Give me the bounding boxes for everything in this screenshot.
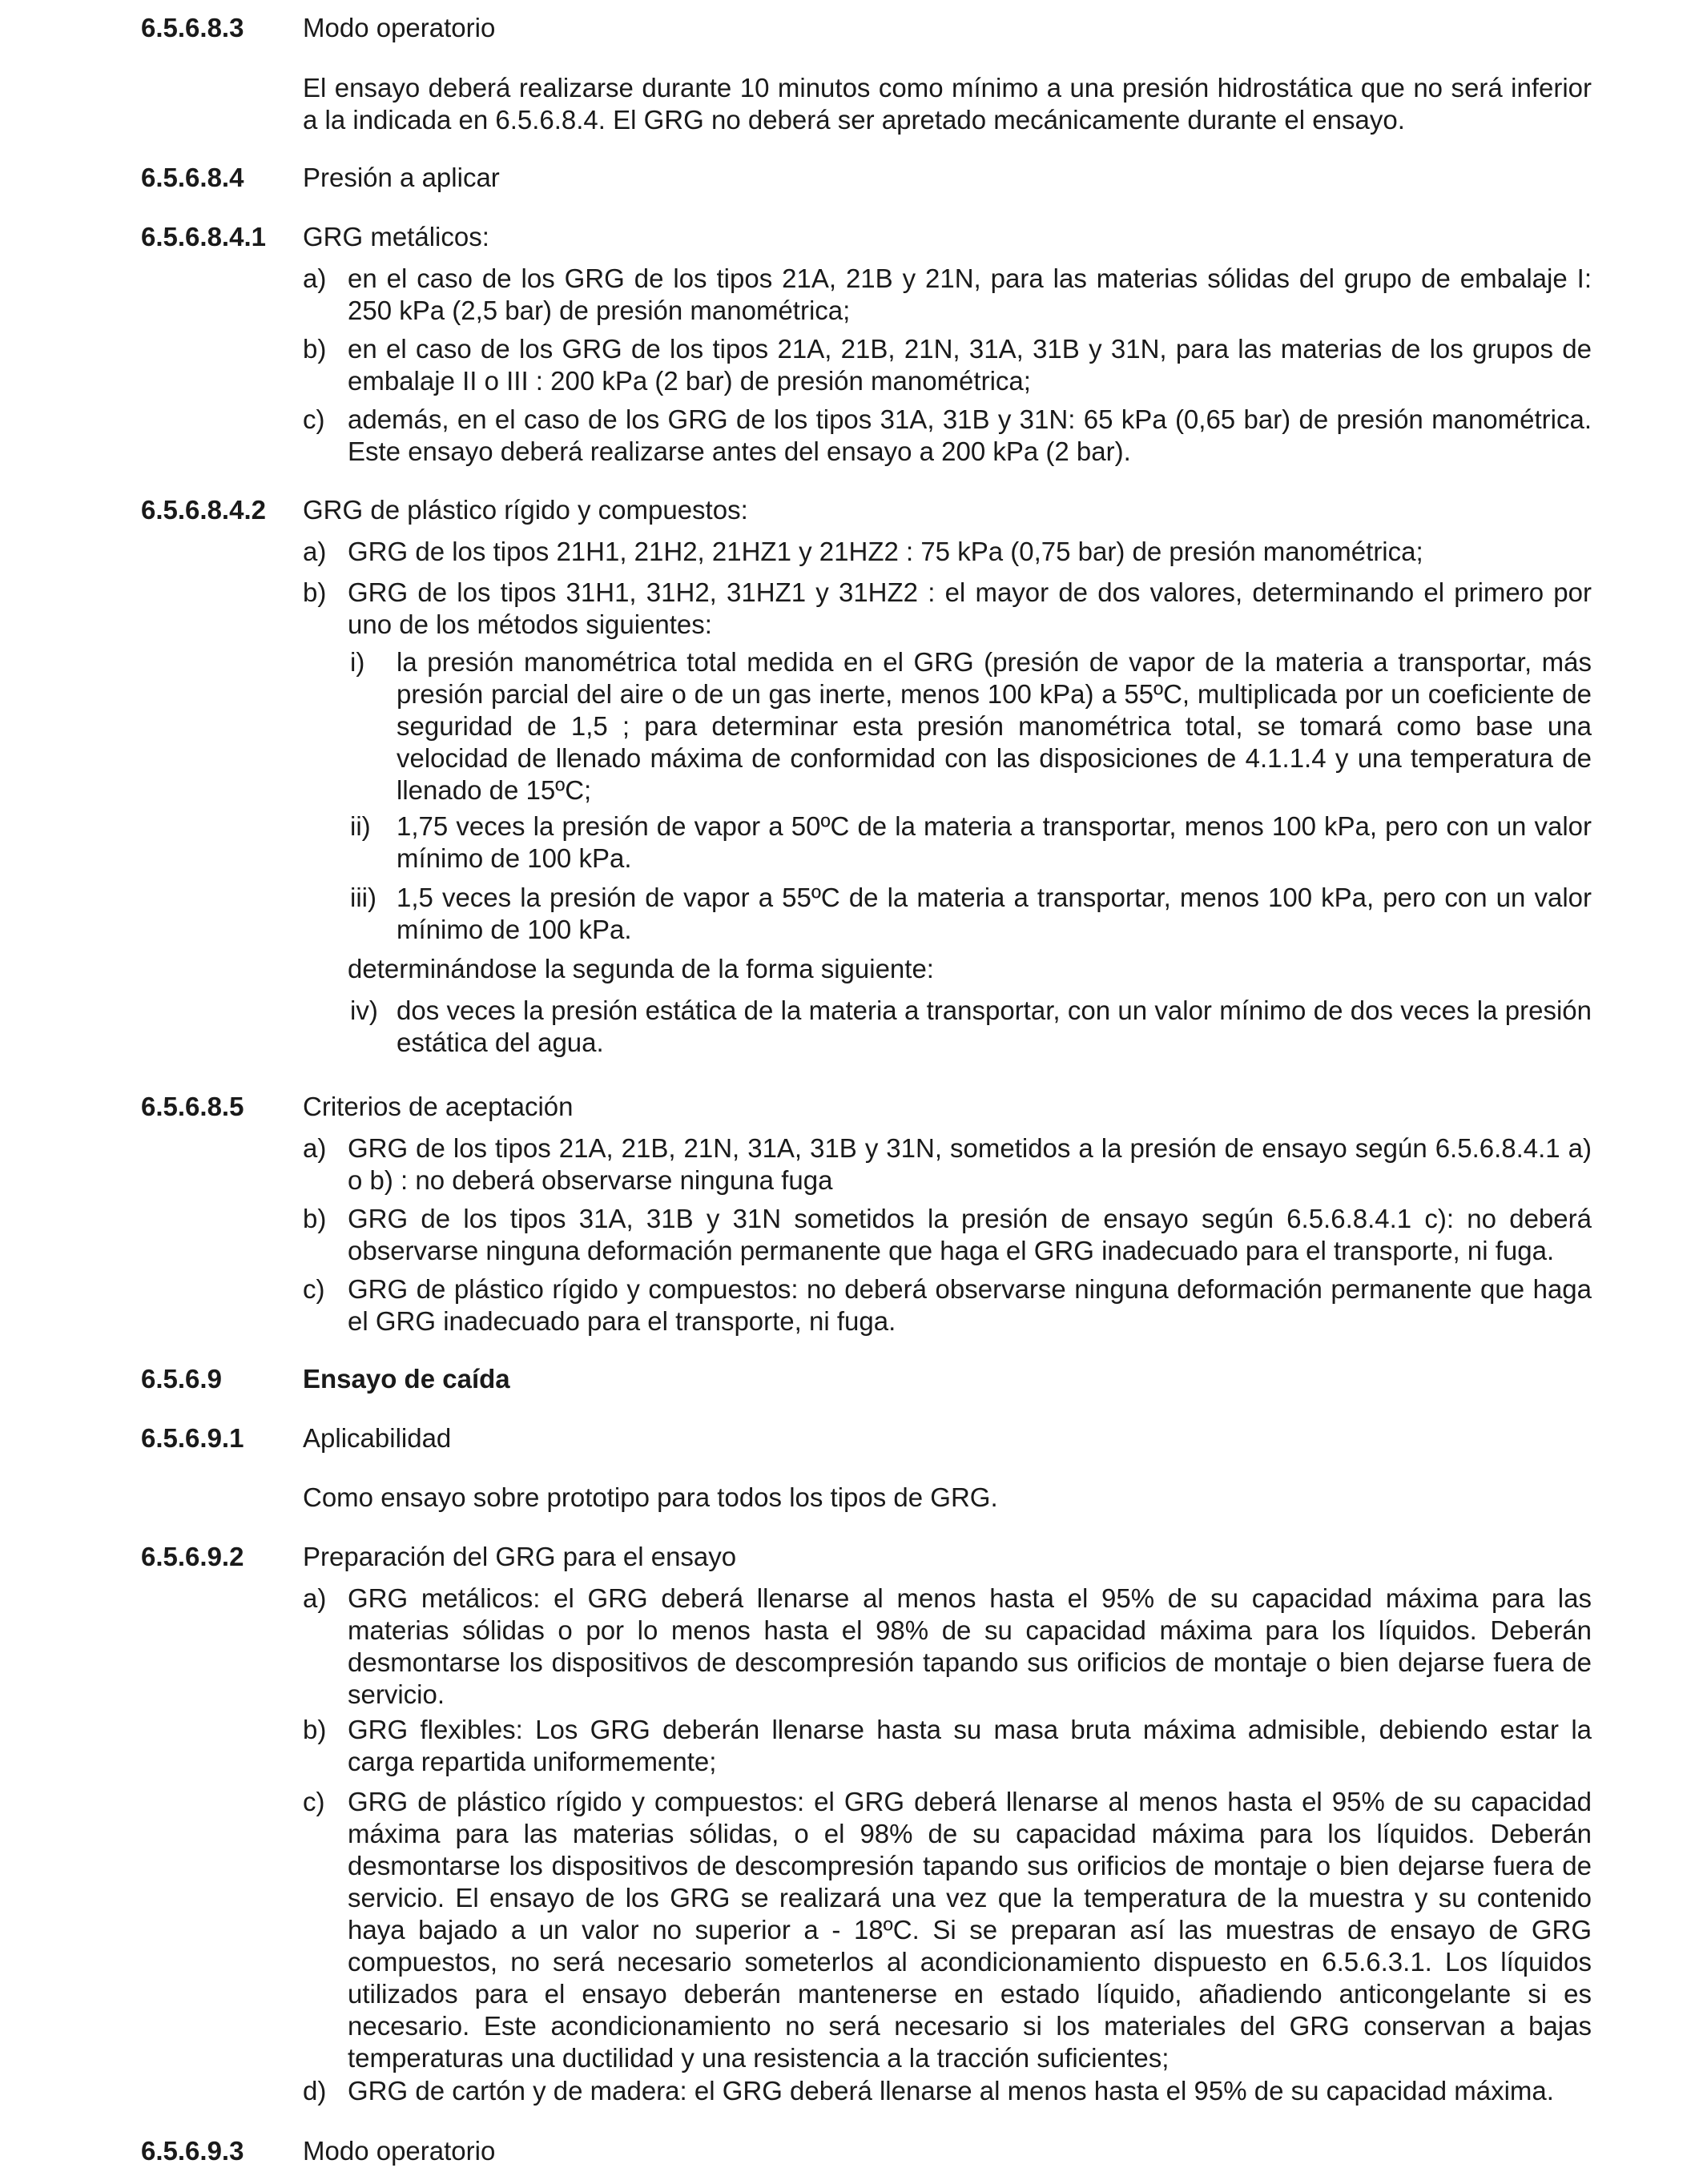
section-heading: GRG metálicos: <box>303 222 489 251</box>
list-item-label: b) <box>303 334 327 364</box>
section-heading: Presión a aplicar <box>303 163 500 192</box>
section-heading: Preparación del GRG para el ensayo <box>303 1542 737 1571</box>
sub-list-item-label: iii) <box>350 883 376 912</box>
list-item-text: GRG de cartón y de madera: el GRG deberá llenarse al menos hasta el 95% de su capacidad máxima. <box>348 2076 1554 2106</box>
list-item-text: GRG de plástico rígido y compuestos: no deberá observarse ninguna deformación permanente que haga el GRG inadecuado para el transporte, ni fuga. <box>348 1274 1592 1336</box>
section-heading: Modo operatorio <box>303 2136 496 2166</box>
section-heading: Modo operatorio <box>303 13 496 42</box>
section-number: 6.5.6.8.4.2 <box>141 495 266 525</box>
list-item-label: a) <box>303 1133 327 1163</box>
sub-list-item-label: i) <box>350 647 365 677</box>
sub-list-item-text: 1,75 veces la presión de vapor a 50ºC de la materia a transportar, menos 100 kPa, pero con un valor mínimo de 100 kPa. <box>397 811 1592 873</box>
list-item-label: c) <box>303 1274 325 1304</box>
sub-list-item-label: ii) <box>350 811 371 841</box>
list-item-label: b) <box>303 577 327 607</box>
section-number: 6.5.6.9.2 <box>141 1542 244 1571</box>
sub-list-item-text: dos veces la presión estática de la materia a transportar, con un valor mínimo de dos veces la presión estática del agua. <box>397 995 1592 1057</box>
list-item-label: a) <box>303 263 327 293</box>
section-number: 6.5.6.9 <box>141 1364 222 1394</box>
list-item-label: a) <box>303 1583 327 1613</box>
list-item-label: c) <box>303 1787 325 1816</box>
section-heading: Ensayo de caída <box>303 1364 510 1394</box>
section-number: 6.5.6.8.4 <box>141 163 244 192</box>
section-number: 6.5.6.8.5 <box>141 1092 244 1121</box>
list-item-text: GRG de los tipos 21H1, 21H2, 21HZ1 y 21HZ2 : 75 kPa (0,75 bar) de presión manométrica; <box>348 537 1423 566</box>
section-paragraph: El ensayo deberá realizarse durante 10 minutos como mínimo a una presión hidrostática que no será inferior a la indicada en 6.5.6.8.4. El GRG no deberá ser apretado mecánicamente durante el ensayo. <box>303 73 1592 135</box>
sub-list-item-text: la presión manométrica total medida en el GRG (presión de vapor de la materia a transportar, más presión parcial del aire o de un gas inerte, menos 100 kPa) a 55ºC, multiplicada por un coeficiente de seguridad de 1,5 ; para determinar esta presión manométrica total, se tomará como base una velocidad de llenado máxima de conformidad con las disposiciones de 4.1.1.4 y una temperatura de llenado de 15ºC; <box>397 647 1592 805</box>
section-number: 6.5.6.9.1 <box>141 1423 244 1453</box>
sub-list-item-label: iv) <box>350 995 378 1025</box>
list-item-text: GRG flexibles: Los GRG deberán llenarse hasta su masa bruta máxima admisible, debiendo estar la carga repartida uniformemente; <box>348 1715 1592 1776</box>
list-item-text: GRG de los tipos 31H1, 31H2, 31HZ1 y 31HZ2 : el mayor de dos valores, determinando el primero por uno de los métodos siguientes: <box>348 577 1592 639</box>
section-heading: Criterios de aceptación <box>303 1092 574 1121</box>
section-paragraph: Como ensayo sobre prototipo para todos los tipos de GRG. <box>303 1482 998 1512</box>
second-intro-text: determinándose la segunda de la forma siguiente: <box>348 954 934 983</box>
list-item-text: en el caso de los GRG de los tipos 21A, 21B y 21N, para las materias sólidas del grupo de embalaje I: 250 kPa (2,5 bar) de presión manométrica; <box>348 263 1592 325</box>
list-item-text: GRG de los tipos 31A, 31B y 31N sometidos la presión de ensayo según 6.5.6.8.4.1 c): no deberá observarse ninguna deformación permanente que haga el GRG inadecuado para el transporte, ni fuga. <box>348 1204 1592 1265</box>
sub-list-item-text: 1,5 veces la presión de vapor a 55ºC de la materia a transportar, menos 100 kPa, pero con un valor mínimo de 100 kPa. <box>397 883 1592 944</box>
section-heading: Aplicabilidad <box>303 1423 452 1453</box>
list-item-label: b) <box>303 1715 327 1744</box>
list-item-text: GRG de plástico rígido y compuestos: el GRG deberá llenarse al menos hasta el 95% de su capacidad máxima para las materias sólidas, o el 98% de su capacidad máxima para los líquidos. Deberán desmontarse los dispositivos de descompresión tapando sus orificios de montaje o bien dejarse fuera de servicio. El ensayo de los GRG se realizará una vez que la temperatura de la muestra y su contenido haya bajado a un valor no superior a - 18ºC. Si se preparan así las muestras de ensayo de GRG compuestos, no será necesario someterlos al acondicionamiento dispuesto en 6.5.6.3.1. Los líquidos utilizados para el ensayo deberán mantenerse en estado líquido, añadiendo anticongelante si es necesario. Este acondicionamiento no será necesario si los materiales del GRG conservan a bajas temperaturas una ductilidad y una resistencia a la tracción suficientes; <box>348 1787 1592 2073</box>
section-number: 6.5.6.9.3 <box>141 2136 244 2166</box>
list-item-text: en el caso de los GRG de los tipos 21A, 21B, 21N, 31A, 31B y 31N, para las materias de los grupos de embalaje II o III : 200 kPa (2 bar) de presión manométrica; <box>348 334 1592 396</box>
list-item-text: además, en el caso de los GRG de los tipos 31A, 31B y 31N: 65 kPa (0,65 bar) de presión manométrica. Este ensayo deberá realizarse antes del ensayo a 200 kPa (2 bar). <box>348 404 1592 466</box>
list-item-text: GRG de los tipos 21A, 21B, 21N, 31A, 31B y 31N, sometidos a la presión de ensayo según 6.5.6.8.4.1 a) o b) : no deberá observarse ninguna fuga <box>348 1133 1592 1195</box>
list-item-label: c) <box>303 404 325 434</box>
list-item-label: a) <box>303 537 327 566</box>
section-heading: GRG de plástico rígido y compuestos: <box>303 495 748 525</box>
list-item-label: d) <box>303 2076 327 2106</box>
list-item-text: GRG metálicos: el GRG deberá llenarse al menos hasta el 95% de su capacidad máxima para las materias sólidas o por lo menos hasta el 98% de su capacidad máxima para los líquidos. Deberán desmontarse los dispositivos de descompresión tapando sus orificios de montaje o bien dejarse fuera de servicio. <box>348 1583 1592 1709</box>
section-number: 6.5.6.8.3 <box>141 13 244 42</box>
section-number: 6.5.6.8.4.1 <box>141 222 266 251</box>
list-item-label: b) <box>303 1204 327 1233</box>
